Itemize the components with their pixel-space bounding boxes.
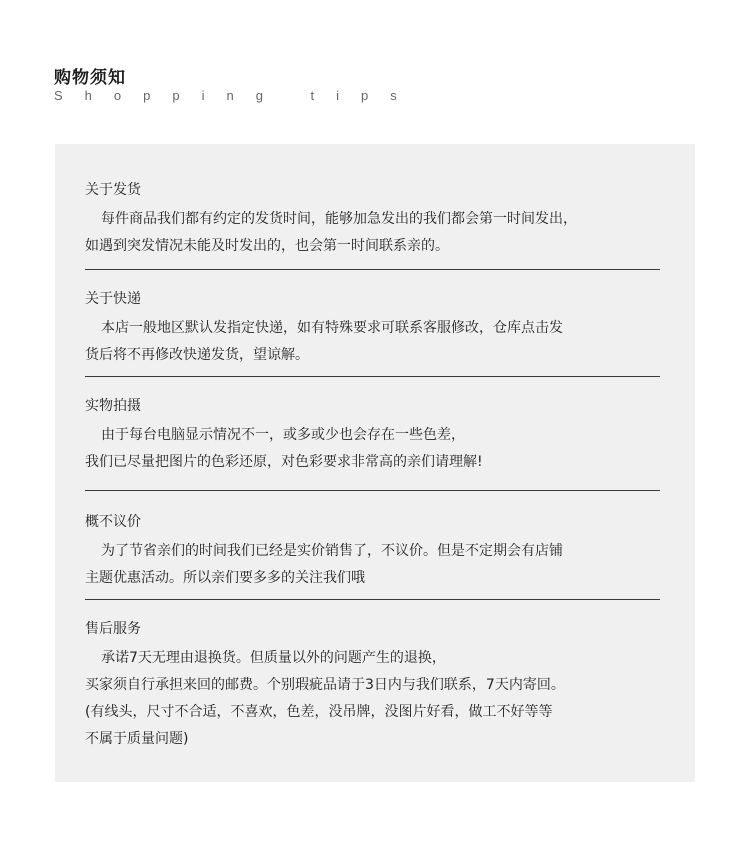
page-subtitle — [54, 88, 419, 103]
section-line: 为了节省亲们的时间我们已经是实价销售了，不议价。但是不定期会有店铺 — [101, 543, 563, 559]
section-photos — [85, 396, 660, 476]
section-line: 买家须自行承担来回的邮费。个别瑕疵品请于3日内与我们联系，7天内寄回。 — [85, 677, 565, 693]
section-line: (有线头，尺寸不合适，不喜欢，色差，没吊牌，没图片好看，做工不好等等 — [85, 704, 553, 720]
section-after-sales — [85, 619, 660, 753]
section-title: 关于快递 — [85, 291, 141, 307]
section-body — [85, 538, 660, 592]
section-divider — [85, 599, 660, 600]
section-line: 承诺7天无理由退换货。但质量以外的问题产生的退换， — [101, 650, 446, 666]
section-body — [85, 645, 660, 753]
section-line: 主题优惠活动。所以亲们要多多的关注我们哦 — [85, 570, 365, 586]
section-title: 概不议价 — [85, 514, 141, 530]
page-title: 购物须知 — [54, 68, 126, 88]
section-divider — [85, 376, 660, 377]
section-line: 货后将不再修改快递发货，望谅解。 — [85, 347, 309, 363]
section-body — [85, 315, 660, 369]
section-no-bargain — [85, 512, 660, 592]
section-line: 每件商品我们都有约定的发货时间，能够加急发出的我们都会第一时间发出， — [101, 211, 577, 227]
page-subtitle-text: Shopping tips — [54, 88, 419, 103]
section-body — [85, 422, 660, 476]
section-line: 我们已尽量把图片的色彩还原，对色彩要求非常高的亲们请理解! — [85, 454, 483, 470]
section-line: 如遇到突发情况未能及时发出的，也会第一时间联系亲的。 — [85, 238, 449, 254]
tips-panel — [55, 144, 695, 782]
section-line: 本店一般地区默认发指定快递，如有特殊要求可联系客服修改，仓库点击发 — [101, 320, 563, 336]
section-line: 不属于质量问题) — [85, 731, 189, 747]
section-body — [85, 206, 660, 260]
section-divider — [85, 490, 660, 491]
section-line: 由于每台电脑显示情况不一，或多或少也会存在一些色差， — [101, 427, 465, 443]
section-title: 实物拍摄 — [85, 398, 141, 414]
section-shipping — [85, 180, 660, 260]
section-courier — [85, 289, 660, 369]
section-title: 关于发货 — [85, 182, 141, 198]
section-title: 售后服务 — [85, 621, 141, 637]
section-divider — [85, 269, 660, 270]
